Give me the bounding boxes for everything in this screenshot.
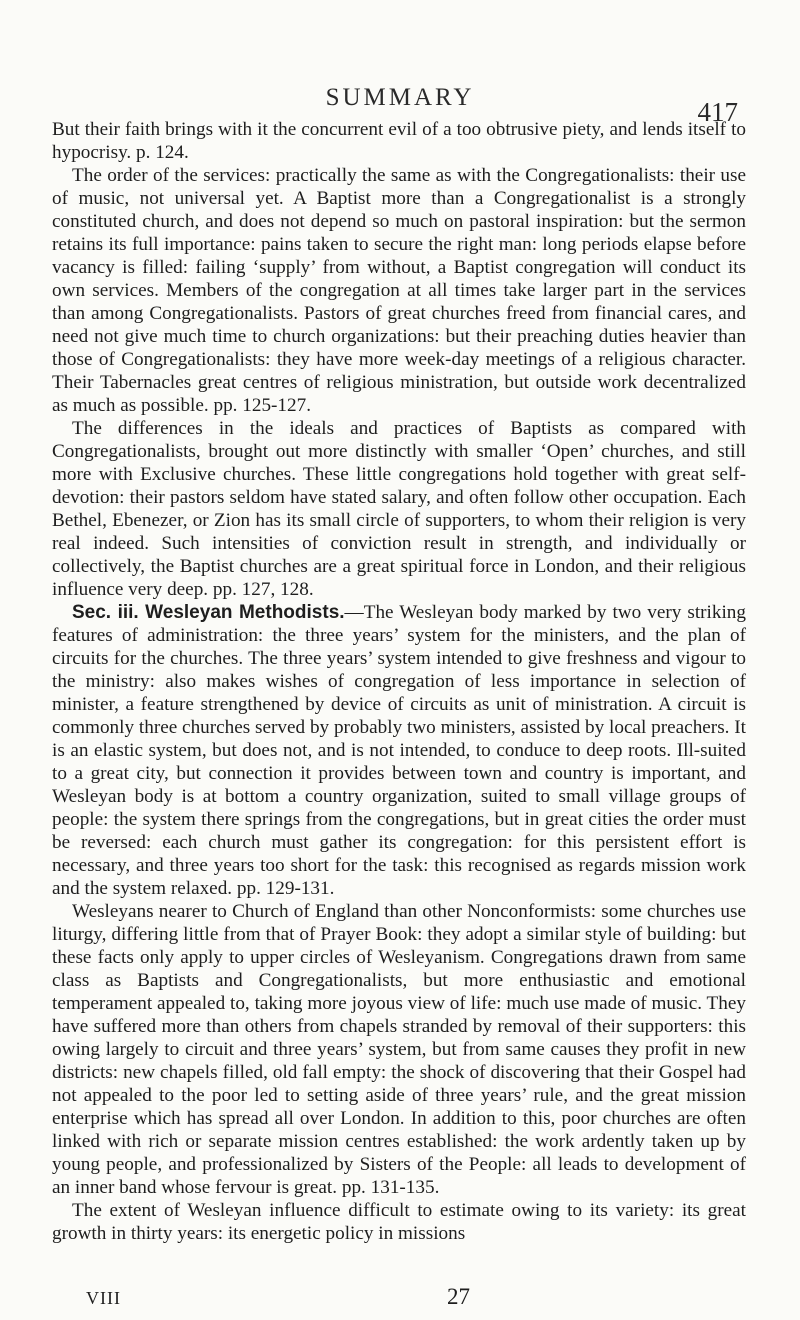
page-header — [0, 0, 800, 127]
signature-number: 27 — [447, 1284, 470, 1309]
running-head: SUMMARY — [325, 84, 475, 111]
paragraph-faith-hypocrisy: But their faith brings with it the concurrent evil of a too obtrusive piety, and lends itself to hypocrisy. p. 124. — [52, 119, 746, 163]
section-iii-text: —The Wesleyan body marked by two very striking features of administration: the three years’ system for the ministers, and the plan of circuits for the churches. The three years’ system intended to give freshness and vigour to the ministry: also makes wishes of congregation of less importance in selection of minister, a feature strengthened by device of circuits as unit of ministration. A circuit is commonly three churches served by probably two ministers, assisted by local preachers. It is an elastic system, but does not, and is not intended, to conduce to deep roots. Ill-suited to a great city, but connection it provides between town and country is important, and Wesleyan body is at bottom a country organization, suited to small village groups of people: the system there springs from the congregations, but in great cities the order must be reversed: each church must gather its congregation: for this persistent effort is necessary, and three years too short for the task: this recognised as regards mission work and the system relaxed. pp. 129-131. — [52, 602, 746, 899]
page-number: 417 — [697, 97, 738, 127]
page-footer — [0, 1284, 800, 1316]
paragraph-baptist-differences: The differences in the ideals and practices of Baptists as compared with Congregationalists, brought out more distinctly with smaller ‘Open’ churches, and still more with Exclusive churches. These little congregations hold together with great self-devotion: their pastors seldom have stated salary, and often follow other occupation. Each Bethel, Ebenezer, or Zion has its small circle of supporters, to whom their religion is very real indeed. Such intensities of conviction result in strength, and individually or collectively, the Baptist churches are a great spiritual force in London, and their religious influence very deep. pp. 127, 128. — [52, 418, 746, 600]
paragraph-wesleyans-nearer: Wesleyans nearer to Church of England than other Nonconformists: some churches use liturgy, differing little from that of Prayer Book: they adopt a similar style of building: but these facts only apply to upper circles of Wesleyanism. Congregations drawn from same class as Baptists and Congregationalists, but more enthusiastic and emotional temperament appealed to, taking more joyous view of life: much use made of music. They have suffered more than others from chapels stranded by removal of their supporters: this owing largely to circuit and three years’ system, but from same causes they profit in new districts: new chapels filled, old fall empty: the shock of discovering that their Gospel had not appealed to the poor led to setting aside of three years’ rule, and the great mission enterprise which has spread all over London. In addition to this, poor churches are often linked with rich or separate mission centres established: the work ardently taken up by young people, and professionalized by Sisters of the People: all leads to development of an inner band whose fervour is great. pp. 131-135. — [52, 901, 746, 1198]
section-iii-paragraph — [52, 601, 746, 900]
section-heading: Sec. iii. Wesleyan Methodists. — [72, 602, 345, 623]
paragraph-wesleyan-extent: The extent of Wesleyan influence difficult to estimate owing to its variety: its great growth in thirty years: its energetic policy in missions — [52, 1200, 746, 1244]
signature-mark: VIII — [86, 1288, 121, 1308]
paragraph-order-of-services: The order of the services: practically the same as with the Congregationalists: their use of music, not universal yet. A Baptist more than a Congregationalist is a strongly constituted church, and does not depend so much on pastoral inspiration: but the sermon retains its full importance: pains taken to secure the right man: long periods elapse before vacancy is filled: failing ‘supply’ from without, a Baptist congregation will conduct its own services. Members of the congregation at all times take larger part in the services than among Congregationalists. Pastors of great churches freed from financial cares, and need not give much time to church organizations: but their preaching duties heavier than those of Congregationalists: they have more week-day meetings of a religious character. Their Tabernacles great centres of religious ministration, but outside work decentralized as much as possible. pp. 125-127. — [52, 165, 746, 416]
summary-text — [52, 118, 746, 1245]
